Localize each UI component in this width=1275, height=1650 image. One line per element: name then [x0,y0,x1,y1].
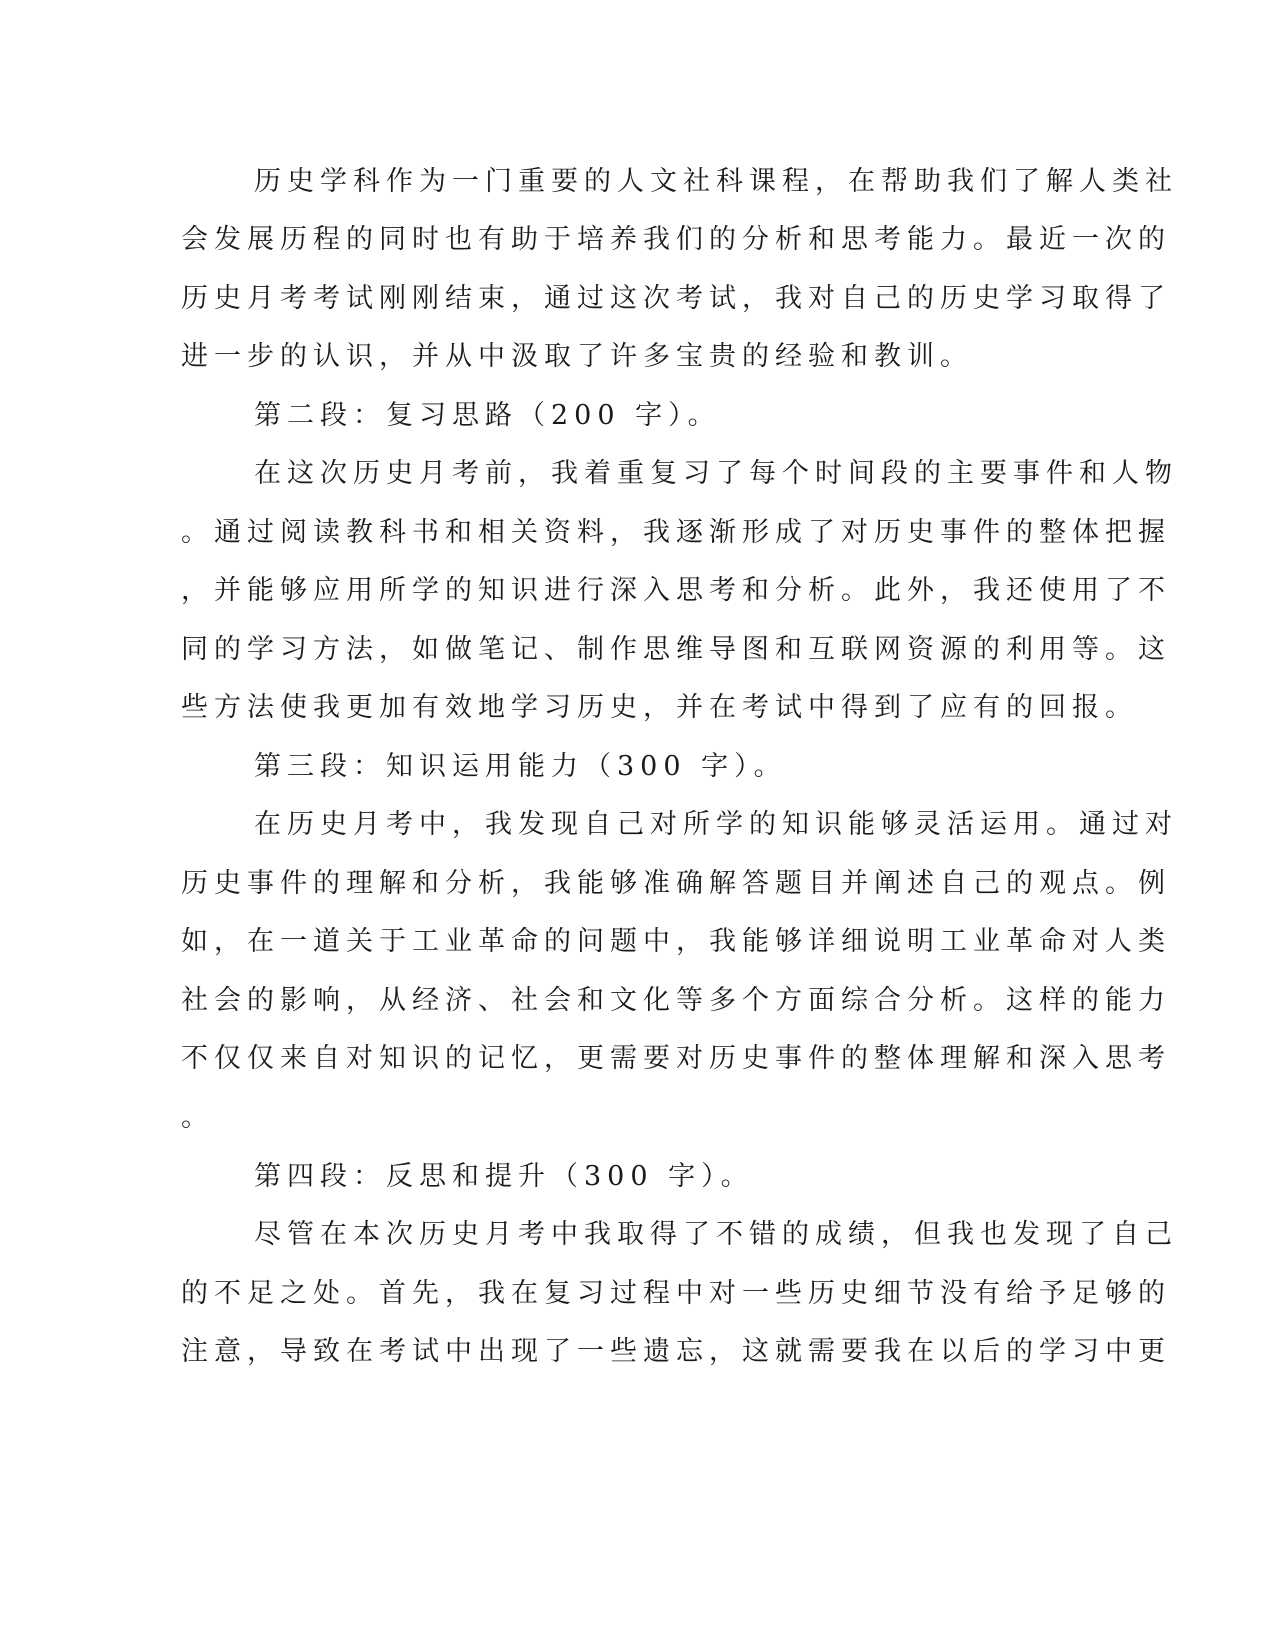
body-line-17: 的不足之处。首先，我在复习过程中对一些历史细节没有给予足够的 [181,1278,1171,1309]
body-line-18: 注意，导致在考试中出现了一些遗忘，这就需要我在以后的学习中更 [181,1336,1171,1367]
body-line-8: 同的学习方法，如做笔记、制作思维导图和互联网资源的利用等。这 [181,634,1171,665]
body-line-11: 历史事件的理解和分析，我能够准确解答题目并阐述自己的观点。例 [181,868,1171,899]
body-line-12: 如，在一道关于工业革命的问题中，我能够详细说明工业革命对人类 [181,926,1171,957]
section-heading-2: 第二段：复习思路（200 字）。 [254,400,721,431]
body-line-16: 尽管在本次历史月考中我取得了不错的成绩，但我也发现了自己 [254,1219,1178,1250]
section-heading-4: 第四段：反思和提升（300 字）。 [254,1161,754,1192]
body-line-10: 在历史月考中，我发现自己对所学的知识能够灵活运用。通过对 [254,809,1178,840]
body-line-5: 在这次历史月考前，我着重复习了每个时间段的主要事件和人物 [254,458,1178,489]
body-line-7: ，并能够应用所学的知识进行深入思考和分析。此外，我还使用了不 [181,575,1171,606]
body-line-3: 历史月考考试刚刚结束，通过这次考试，我对自己的历史学习取得了 [181,283,1171,314]
body-line-4: 进一步的认识，并从中汲取了许多宝贵的经验和教训。 [181,341,973,372]
body-line-2: 会发展历程的同时也有助于培养我们的分析和思考能力。最近一次的 [181,224,1171,255]
section-heading-3: 第三段：知识运用能力（300 字）。 [254,751,787,782]
body-line-13: 社会的影响，从经济、社会和文化等多个方面综合分析。这样的能力 [181,985,1171,1016]
body-line-9: 些方法使我更加有效地学习历史，并在考试中得到了应有的回报。 [181,692,1138,723]
body-line-15: 。 [181,1102,214,1133]
body-line-14: 不仅仅来自对知识的记忆，更需要对历史事件的整体理解和深入思考 [181,1043,1171,1074]
body-line-6: 。通过阅读教科书和相关资料，我逐渐形成了对历史事件的整体把握 [181,517,1171,548]
body-line-1: 历史学科作为一门重要的人文社科课程，在帮助我们了解人类社 [254,166,1178,197]
